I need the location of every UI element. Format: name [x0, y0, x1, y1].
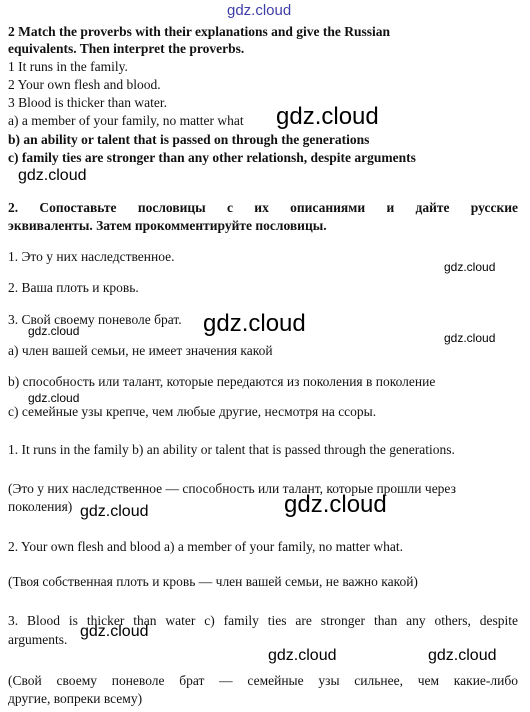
russian-explanation-c: с) семейные узы крепче, чем любые другие, несмотря на ссоры. [8, 404, 377, 419]
english-proverb-3: 3 Blood is thicker than water. [8, 95, 167, 110]
answer-1-translation-line2: поколения) [8, 499, 73, 514]
watermark: gdz.cloud [80, 623, 149, 640]
watermark: gdz.cloud [28, 324, 80, 338]
english-task-heading-line2: equivalents. Then interpret the proverbs. [8, 41, 245, 56]
answer-1: 1. It runs in the family b) an ability or talent that is passed through the generations. [8, 442, 455, 457]
watermark: gdz.cloud [444, 331, 496, 345]
watermark-top: gdz.cloud [227, 2, 292, 19]
english-proverb-2: 2 Your own flesh and blood. [8, 77, 161, 92]
russian-proverb-1: 1. Это у них наследственное. [8, 249, 175, 264]
answer-3-line2: arguments. [8, 632, 68, 647]
watermark: gdz.cloud [268, 647, 337, 664]
answer-1-translation-line1: (Это у них наследственное — способность или талант, которые прошли через [8, 481, 456, 496]
watermark: gdz.cloud [80, 503, 149, 520]
watermark: gdz.cloud [284, 491, 387, 518]
answer-3-translation-line1: (Свой своему поневоле брат — семейные узы сильнее, чем какие-либо [8, 673, 518, 688]
russian-explanation-a: а) член вашей семьи, не имеет значения какой [8, 343, 273, 358]
answer-3-line1: 3. Blood is thicker than water c) family ties are stronger than any others, despite [8, 613, 518, 628]
english-explanation-c: c) family ties are stronger than any other relationsh, despite arguments [8, 150, 416, 165]
watermark: gdz.cloud [203, 310, 306, 337]
russian-task-heading-line1: 2. Сопоставьте пословицы с их описаниями и дайте русские [8, 200, 518, 215]
russian-proverb-3: 3. Свой своему поневоле брат. [8, 312, 182, 327]
answer-3-translation-line2: другие, вопреки всему) [8, 691, 143, 706]
watermark: gdz.cloud [28, 391, 80, 405]
watermark: gdz.cloud [444, 260, 496, 274]
russian-proverb-2: 2. Ваша плоть и кровь. [8, 280, 139, 295]
english-proverb-1: 1 It runs in the family. [8, 59, 128, 74]
english-task-heading-line1: 2 Match the proverbs with their explanations and give the Russian [8, 24, 391, 39]
russian-explanation-b: b) способность или талант, которые передаются из поколения в поколение [8, 374, 436, 389]
watermark: gdz.cloud [18, 167, 87, 184]
watermark: gdz.cloud [428, 647, 497, 664]
english-explanation-b: b) an ability or talent that is passed on through the generations [8, 132, 370, 147]
answer-2-translation: (Твоя собственная плоть и кровь — член вашей семьи, не важно какой) [8, 574, 418, 589]
watermark: gdz.cloud [276, 103, 379, 130]
english-explanation-a: a) a member of your family, no matter what [8, 113, 244, 128]
answer-2: 2. Your own flesh and blood a) a member of your family, no matter what. [8, 539, 404, 554]
russian-task-heading-line2: эквиваленты. Затем прокомментируйте пословицы. [8, 218, 327, 233]
